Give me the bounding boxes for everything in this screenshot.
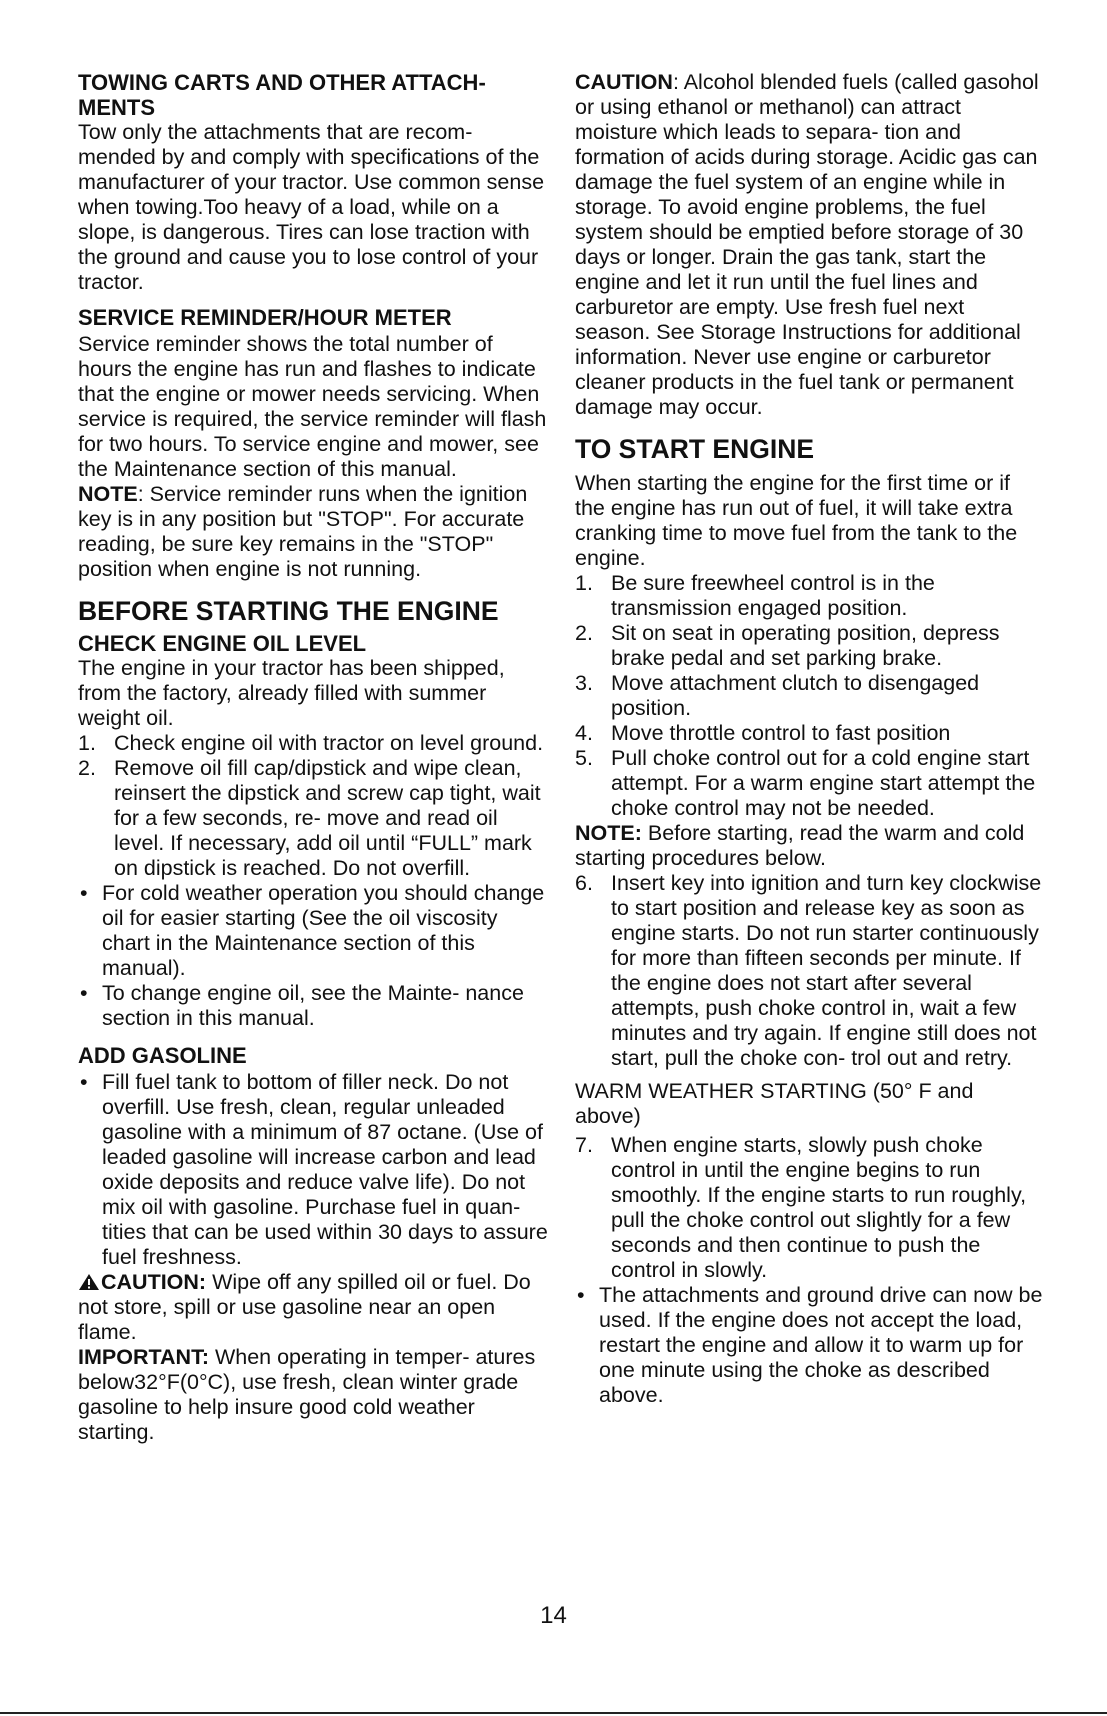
important-text: When operating in temper- atures below32°F(0°C), use fresh, clean winter grade gasoline to help insure good cold weather starting. [78, 1345, 536, 1444]
step-text: Move throttle control to fast position [611, 721, 951, 745]
service-text: Service reminder shows the total number of hours the engine has run and flashes to indicate that the engine or mower needs servicing. When service is required, the service reminder will flash for two hours. To service engine and mower, see the Maintenance section of this manual. [78, 332, 547, 481]
service-note [78, 482, 548, 582]
list-item [78, 881, 548, 981]
step-text: When engine starts, slowly push choke control in until the engine begins to run smoothly. If the engine starts to run roughly, pull the choke control out slightly for a few seconds and then continue to push the control in slowly. [611, 1133, 1027, 1282]
oil-intro-text: The engine in your tractor has been shipped, from the factory, already filled with summer weight oil. [78, 656, 505, 730]
to-start-engine-heading: TO START ENGINE [575, 434, 815, 464]
note-label: NOTE: [575, 821, 642, 845]
caution-label: CAUTION [575, 70, 673, 94]
note-label: NOTE [78, 482, 138, 506]
page-number: 14 [540, 1602, 567, 1629]
step-text: Move attachment clutch to disengaged position. [611, 671, 980, 720]
important-label: IMPORTANT: [78, 1345, 209, 1369]
step-text: Remove oil fill cap/dipstick and wipe clean, reinsert the dipstick and screw cap tight, wait for a few seconds, re- move and read oil level. If necessary, add oil until “FULL” mark on dipstick is reached. Do not overfill. [114, 756, 541, 880]
step-text: Sit on seat in operating position, depress brake pedal and set parking brake. [611, 621, 1000, 670]
caution-text: : Alcohol blended fuels (called gasohol or using ethanol or methanol) can attract moisture which leads to separa- tion and formation of acids during storage. Acidic gas can damage the fuel system of an engine while in storage. To avoid engine problems, the fuel system should be emptied before storage of 30 days or longer. Drain the gas tank, start the engine and let it run until the fuel lines and carburetor are empty. Use fresh fuel next season. See Storage Instructions for additional information. Never use engine or carburetor cleaner products in the fuel tank or permanent damage may occur. [575, 70, 1039, 419]
step-text: Be sure freewheel control is in the transmission engaged position. [611, 571, 935, 620]
step-number: 1. [575, 571, 593, 595]
towing-text: Tow only the attachments that are recom- mended by and comply with specifications of the manufacturer of your tractor. Use common sense when towing.Too heavy of a load, while on a slope, is dangerous. Tires can lose traction with the ground and cause you to lose control of your tractor. [78, 120, 545, 294]
step-text: Check engine oil with tractor on level ground. [114, 731, 544, 755]
list-item [575, 721, 1045, 746]
left-column [78, 70, 548, 1445]
caution-label: CAUTION: [101, 1270, 207, 1294]
step-number: 2. [575, 621, 593, 645]
add-gasoline-heading: ADD GASOLINE [78, 1043, 247, 1068]
list-item [575, 671, 1045, 721]
caution-paragraph [78, 1270, 548, 1345]
bullet-text: Fill fuel tank to bottom of filler neck. Do not overfill. Use fresh, clean, regular unleaded gasoline with a minimum of 87 octane. (Use of leaded gasoline will increase carbon and lead oxide deposits and reduce valve life). Do not mix oil with gasoline. Purchase fuel in quan- tities that can be used within 30 days to assure fuel freshness. [102, 1070, 548, 1269]
before-starting-heading: BEFORE STARTING THE ENGINE [78, 596, 499, 626]
step-number: 6. [575, 871, 593, 895]
bullet-icon: • [80, 881, 88, 905]
step-number: 5. [575, 746, 593, 770]
list-item [575, 621, 1045, 671]
towing-heading: TOWING CARTS AND OTHER ATTACH- MENTS [78, 70, 486, 120]
list-item [78, 981, 548, 1031]
bullet-text: For cold weather operation you should change oil for easier starting (See the oil viscosity chart in the Maintenance section of this manual). [102, 881, 545, 980]
list-item [575, 1133, 1045, 1283]
step-number: 7. [575, 1133, 593, 1157]
step-text: Pull choke control out for a cold engine start attempt. For a warm engine start attempt the choke control may not be needed. [611, 746, 1036, 820]
bullet-text: The attachments and ground drive can now be used. If the engine does not accept the load, restart the engine and allow it to warm up for one minute using the choke as described above. [599, 1283, 1043, 1407]
step-number: 2. [78, 756, 96, 780]
step-number: 4. [575, 721, 593, 745]
bullet-icon: • [577, 1283, 585, 1307]
list-item [575, 746, 1045, 821]
list-item [78, 756, 548, 881]
list-item [575, 571, 1045, 621]
list-item [575, 1283, 1045, 1408]
list-item [78, 731, 548, 756]
start-note [575, 821, 1045, 871]
step-number: 1. [78, 731, 96, 755]
start-intro-text: When starting the engine for the first time or if the engine has run out of fuel, it will take extra cranking time to move fuel from the tank to the engine. [575, 471, 1018, 570]
list-item [575, 871, 1045, 1071]
right-column [575, 70, 1045, 1408]
caution-text: Wipe off any spilled oil or fuel. Do not store, spill or use gasoline near an open flame. [78, 1270, 531, 1344]
fuel-caution-paragraph [575, 70, 1045, 420]
warm-weather-heading: WARM WEATHER STARTING (50° F and above) [575, 1079, 974, 1128]
check-oil-heading: CHECK ENGINE OIL LEVEL [78, 631, 367, 656]
important-paragraph [78, 1345, 548, 1445]
page-edge-divider [0, 1712, 1107, 1714]
note-text: : Service reminder runs when the ignition key is in any position but "STOP". For accurate reading, be sure key remains in the "STOP" position when engine is not running. [78, 482, 528, 581]
list-item [78, 1070, 548, 1270]
step-number: 3. [575, 671, 593, 695]
bullet-icon: • [80, 981, 88, 1005]
service-heading: SERVICE REMINDER/HOUR METER [78, 305, 452, 330]
note-text: Before starting, read the warm and cold starting procedures below. [575, 821, 1025, 870]
warning-triangle-icon [78, 1273, 100, 1291]
bullet-icon: • [80, 1070, 88, 1094]
bullet-text: To change engine oil, see the Mainte- nance section in this manual. [102, 981, 524, 1030]
step-text: Insert key into ignition and turn key clockwise to start position and release key as soon as engine starts. Do not run starter continuously for more than fifteen seconds per minute. If the engine does not start after several attempts, push choke control in, wait a few minutes and try again. If engine still does not start, pull the choke con- trol out and retry. [611, 871, 1042, 1070]
